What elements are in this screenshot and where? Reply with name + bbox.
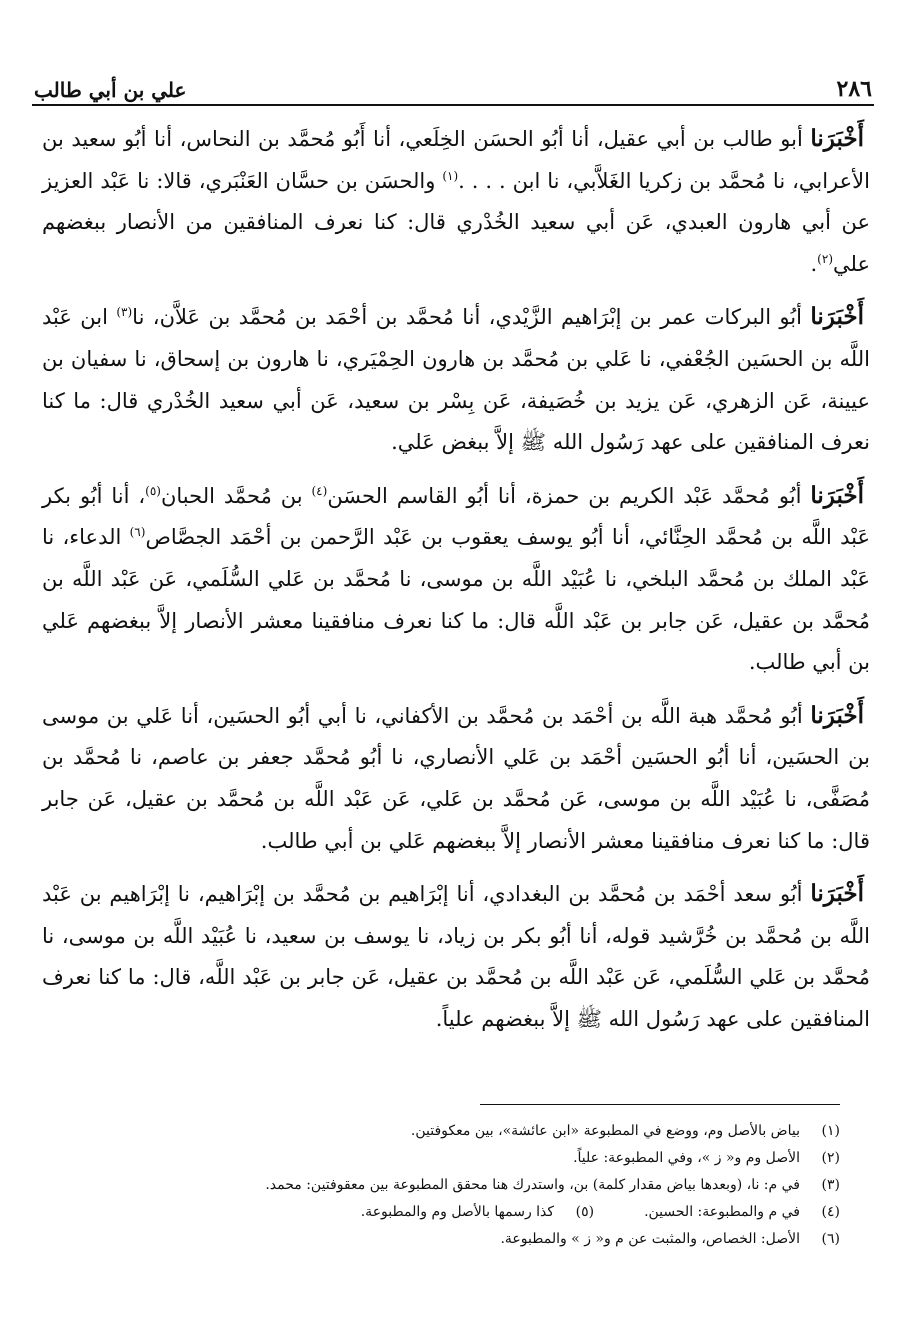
paragraph-lead: أَخْبَرَنا	[810, 481, 864, 509]
text-run: أبُو سعد أحْمَد بن مُحمَّد بن البغدادي، أنا إبْرَاهيم بن مُحمَّد بن إبْرَاهيم، نا إبْرَاهيم بن عَبْد اللَّه بن مُحمَّد بن خُرَّشيد قوله، أنا أبُو بكر بن زياد، نا يوسف بن سعيد، نا عُبَيْد اللَّه بن موسى، نا مُحمَّد بن عَلي السُّلَمي، عَن عَبْد اللَّه بن مُحمَّد بن عقيل، عَن جابر بن عَبْد اللَّه، قال: ما كنا نعرف المنافقين على عهد رَسُول الله ﷺ إلاَّ ببغضهم علياً.	[42, 882, 870, 1031]
footnotes	[40, 1118, 840, 1253]
main-text	[42, 118, 870, 1051]
footnote-gap	[594, 1199, 644, 1226]
footnote	[40, 1118, 840, 1145]
footnote-number: (٢)	[821, 1150, 840, 1166]
footnote-ref: (٤)	[311, 483, 328, 498]
running-header	[34, 62, 872, 102]
paragraph-lead: أَخْبَرَنا	[810, 125, 864, 152]
paragraph	[42, 695, 870, 862]
text-run: أبو طالب بن أبي عقيل، أنا أبُو الحسَن الخِلَعي، أنا أَبُو مُحمَّد بن النحاس، أنا أبُو سعيد بن الأعرابي، نا مُحمَّد بن زكريا الغَلاَّبي، نا ابن . . . .	[42, 127, 870, 193]
footnote-number: (١)	[821, 1123, 840, 1139]
footnote-ref: (١)	[442, 168, 459, 183]
footnote-ref: (٥)	[145, 483, 161, 498]
footnote	[40, 1226, 840, 1253]
footnote-number: (٥)	[575, 1204, 595, 1220]
footnote	[40, 1172, 840, 1199]
page-number: ٢٨٦	[836, 76, 872, 102]
footnote-text: الأصل وم و« ز »، وفي المطبوعة: علياً.	[573, 1150, 800, 1166]
header-rule	[32, 104, 874, 106]
footnote-text: في م: نا، (وبعدها بياض مقدار كلمة) بن، واستدرك هنا محقق المطبوعة بين معقوفتين: محمد.	[265, 1177, 800, 1193]
footnote	[40, 1145, 840, 1172]
text-run: أبُو مُحمَّد عَبْد الكريم بن حمزة، أنا أبُو القاسم الحسَن	[327, 483, 811, 508]
text-run: أبُو مُحمَّد هبة اللَّه بن أحْمَد بن مُحمَّد بن الأكفاني، نا أبي أبُو الحسَين، أنا عَلي بن موسى بن الحسَين، أنا أبُو الحسَين أحْمَد بن عَلي الأنصاري، نا أبُو مُحمَّد جعفر بن عاصم، نا مُحمَّد بن مُصَفَّى، نا عُبَيْد اللَّه بن موسى، عَن مُحمَّد بن عَلي، عَن عَبْد اللَّه بن مُحمَّد بن عقيل، عَن جابر قال: ما كنا نعرف منافقينا معشر الأنصار إلاَّ ببغضهم عَلي بن أبي طالب.	[42, 703, 870, 853]
paragraph-lead: أَخْبَرَنا	[810, 303, 865, 331]
footnote-ref: (٢)	[817, 251, 833, 266]
footnote-number: (٣)	[821, 1177, 840, 1193]
footnote-number: (٦)	[821, 1231, 840, 1247]
paragraph-lead: أَخْبَرَنا	[810, 701, 864, 729]
footnote-text: كذا رسمها بالأصل وم والمطبوعة.	[360, 1204, 555, 1220]
paragraph	[42, 296, 870, 463]
paragraph-lead: أَخْبَرَنا	[810, 880, 864, 908]
footnote-ref: (٦)	[129, 525, 146, 540]
footnote-separator	[480, 1104, 840, 1105]
footnote-text: بياض بالأصل وم، ووضع في المطبوعة «ابن عائشة»، بين معكوفتين.	[410, 1123, 800, 1139]
footnote	[40, 1199, 840, 1226]
paragraph	[42, 475, 870, 684]
text-run: ابن عَبْد اللَّه بن الحسَين الجُعْفي، نا عَلي بن مُحمَّد بن هارون الحِمْيَري، نا هارون بن إسحاق، نا سفيان بن عيينة، عَن الزهري، عَن يزيد بن خُصَيفة، عَن بِسْر بن سعيد، عَن أبي سعيد الخُدْري قال: ما كنا نعرف المنافقين على عهد رَسُول الله ﷺ إلاَّ ببغض عَلي.	[42, 305, 870, 455]
text-run: الدعاء، نا عَبْد الملك بن مُحمَّد البلخي، نا عُبَيْد اللَّه بن موسى، نا مُحمَّد بن عَلي السُّلَمي، عَن عَبْد اللَّه بن مُحمَّد بن عقيل، عَن جابر بن عَبْد اللَّه قال: ما كنا نعرف منافقينا معشر الأنصار إلاَّ ببغضهم عَلي بن أبي طالب.	[42, 525, 870, 675]
paragraph	[42, 118, 870, 285]
text-run: والحسَن بن حسَّان العَنْبَري، قالا: نا عَبْد العزيز عن أبي هارون العبدي، عَن أبي سعيد الخُدْري قال: كنا نعرف المنافقين من الأنصار ببغضهم علي	[42, 168, 870, 276]
text-run: أبُو البركات عمر بن إبْرَاهيم الزَّيْدي، أنا مُحمَّد بن أحْمَد بن مُحمَّد بن عَلاَّن، نا	[132, 305, 811, 330]
footnote-text: في م والمطبوعة: الحسين.	[644, 1204, 800, 1220]
text-run: .	[810, 251, 818, 276]
text-run: ، أنا أبُو بكر عَبْد اللَّه بن مُحمَّد الحِنَّائي، أنا أبُو يوسف يعقوب بن عَبْد الرَّحمن بن أحْمَد الجصَّاص	[42, 483, 870, 550]
footnote-number: (٤)	[821, 1204, 840, 1220]
running-title: علي بن أبي طالب	[34, 78, 187, 102]
footnote-text: الأصل: الخصاص، والمثبت عن م و« ز » والمطبوعة.	[500, 1231, 800, 1247]
text-run: بن مُحمَّد الحبان	[160, 483, 312, 508]
footnote-ref: (٣)	[116, 305, 133, 320]
paragraph	[42, 873, 870, 1040]
